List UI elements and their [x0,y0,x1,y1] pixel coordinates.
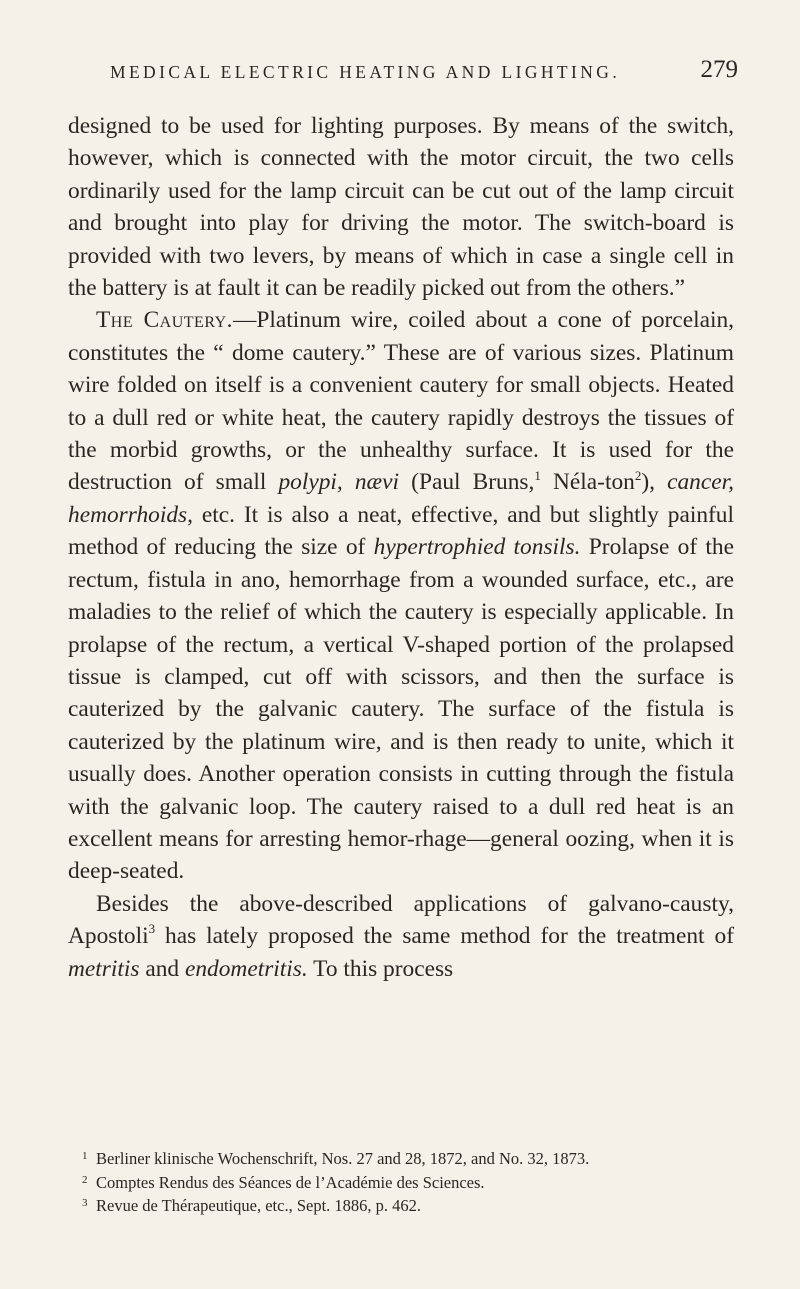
footnote-mark: 2 [82,1173,88,1186]
text-run: Besides the above-described applications of galvano-causty, Apostoli [68,890,734,950]
footnote-ref: 2 [634,467,642,483]
page-number: 279 [700,56,738,83]
italic-term: polypi, nævi [278,469,400,496]
footnote-text: Revue de Thérapeutique, etc., Sept. 1886, p. 462. [96,1196,422,1215]
italic-term: hypertrophied tonsils. [373,534,581,561]
paragraph-3 [68,888,734,985]
italic-term: endometritis. [184,955,308,982]
text-run: and [139,955,185,982]
section-heading: The Cautery. [96,307,234,334]
footnote-text: Berliner klinische Wochenschrift, Nos. 27 and 28, 1872, and No. 32, 1873. [96,1149,590,1168]
running-head: MEDICAL ELECTRIC HEATING AND LIGHTING. [110,62,621,82]
text-run: etc. It is also a neat, effective, and but slightly painful method of reducing the size of [68,501,734,561]
text-run: —Platinum wire, coiled about a cone of porcelain, constitutes the “ dome cautery.” These are of various sizes. Platinum wire folded on itself is a convenient cautery for small objects. Heated to a dull red or white heat, the cautery rapidly destroys the tissues of the morbid growths, or the unhealthy surface. It is used for the destruction of small [68,307,734,496]
paragraph-2 [68,304,734,887]
text-run: Néla-ton [540,469,635,496]
text-run: has lately proposed the same method for the treatment of [155,923,734,950]
footnote-mark: 1 [82,1150,88,1162]
text-run: To this process [307,955,454,982]
italic-term: metritis [68,955,140,982]
body-text [68,110,734,985]
footnotes [82,1146,742,1217]
footnote-3 [82,1193,742,1217]
footnote-1 [82,1146,742,1170]
footnote-text: Comptes Rendus des Séances de l’Académie des Sciences. [96,1172,485,1192]
footnote-ref: 3 [148,921,156,937]
footnote-2 [82,1170,742,1194]
paragraph-1: designed to be used for lighting purposes. By means of the switch, however, which is connected with the motor circuit, the two cells ordinarily used for the lamp circuit can be cut out of the lamp circuit and brought into play for driving the motor. The switch-board is provided with two levers, by means of which in case a single cell in the battery is at fault it can be readily picked out from the others.” [68,113,734,302]
page-header [62,56,738,96]
text-run: Prolapse of the rectum, fistula in ano, hemorrhage from a wounded surface, etc., are maladies to the relief of which the cautery is especially applicable. In prolapse of the rectum, a vertical V-shaped portion of the prolapsed tissue is clamped, cut off with scissors, and then the surface is cauterized by the galvanic cautery. The surface of the fistula is cauterized by the platinum wire, and is then ready to unite, which it usually does. Another operation consists in cutting through the fistula with the galvanic loop. The cautery raised to a dull red heat is an excellent means for arresting hemor-rhage—general oozing, when it is deep-seated. [68,534,734,885]
footnote-mark: 3 [82,1197,88,1209]
footnote-ref: 1 [534,467,541,483]
text-run: (Paul Bruns, [399,469,535,496]
text-run: ), [641,469,668,496]
italic-term: cancer, hemorrhoids, [68,469,734,528]
